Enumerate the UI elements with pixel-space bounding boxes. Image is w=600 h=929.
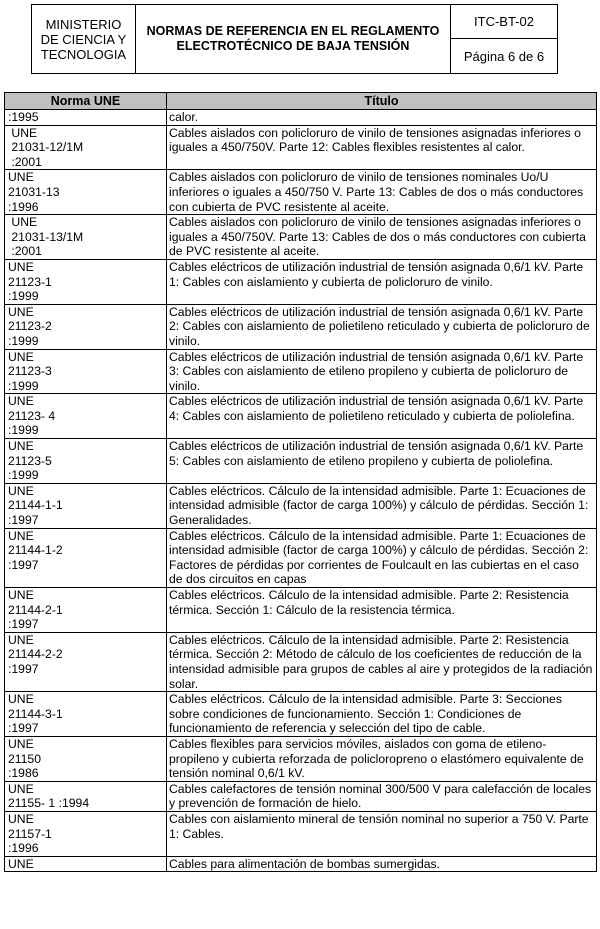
norm-title-cell: Cables eléctricos. Cálculo de la intensidad admisible. Parte 1: Ecuaciones de intensidad admisible (factor de carga 100%) y cálculo de pérdidas. Sección 2: Factores de pérdidas por corrientes de Foulcault en las cubiertas en el caso de dos circuitos en capas [167, 528, 597, 587]
table-header-row [5, 93, 597, 110]
norm-code-cell: UNE 21144-2-1 :1997 [5, 588, 167, 633]
table-row [5, 736, 597, 781]
table-row [5, 856, 597, 872]
norm-code-cell: UNE [5, 856, 167, 872]
norm-code-cell: UNE 21123-3 :1999 [5, 349, 167, 394]
table-row [5, 170, 597, 215]
table-row [5, 811, 597, 856]
norm-code-cell: UNE 21144-1-2 :1997 [5, 528, 167, 587]
norm-title-cell: Cables eléctricos. Cálculo de la intensidad admisible. Parte 2: Resistencia térmica. Sección 2: Método de cálculo de los coeficientes de reducción de la intensidad admisible para grupos de cables al aire y protegidos de la radiación solar. [167, 632, 597, 691]
norm-title-cell: Cables aislados con policloruro de vinilo de tensiones asignadas inferiores o iguales a 450/750V. Parte 12: Cables flexibles resistentes al calor. [167, 125, 597, 170]
table-body [5, 110, 597, 872]
document-title: NORMAS DE REFERENCIA EN EL REGLAMENTO ELECTROTÉCNICO DE BAJA TENSIÓN [136, 5, 451, 73]
norm-title-cell: Cables para alimentación de bombas sumergidas. [167, 856, 597, 872]
table-row [5, 304, 597, 349]
norm-title-cell: Cables eléctricos. Cálculo de la intensidad admisible. Parte 1: Ecuaciones de intensidad admisible (factor de carga 100%) y cálculo de pérdidas. Sección 1: Generalidades. [167, 483, 597, 528]
norm-code-cell: UNE 21123- 4 :1999 [5, 394, 167, 439]
norm-code-cell: UNE 21123-2 :1999 [5, 304, 167, 349]
column-header-titulo: Título [167, 93, 597, 110]
norm-code-cell: UNE 21031-12/1M :2001 [5, 125, 167, 170]
standards-table [4, 92, 597, 872]
norm-title-cell: Cables calefactores de tensión nominal 300/500 V para calefacción de locales y prevención de formación de hielo. [167, 781, 597, 811]
norm-title-cell: Cables eléctricos de utilización industrial de tensión asignada 0,6/1 kV. Parte 1: Cables con aislamiento y cubierta de policloruro de vinilo. [167, 259, 597, 304]
norm-code-cell: :1995 [5, 110, 167, 126]
table-row [5, 483, 597, 528]
norm-title-cell: Cables aislados con policloruro de vinilo de tensiones nominales Uo/U inferiores o iguales a 450/750 V. Parte 13: Cables de dos o más conductores con cubierta de PVC resistente al aceite. [167, 170, 597, 215]
norm-code-cell: UNE 21150 :1986 [5, 736, 167, 781]
document-header [31, 4, 558, 74]
table-row [5, 632, 597, 691]
column-header-norma: Norma UNE [5, 93, 167, 110]
norm-code-cell: UNE 21155- 1 :1994 [5, 781, 167, 811]
norm-title-cell: Cables eléctricos de utilización industrial de tensión asignada 0,6/1 kV. Parte 5: Cables con aislamiento de etileno propileno y cubierta de poliolefina. [167, 439, 597, 484]
ministry-name: MINISTERIO DE CIENCIA Y TECNOLOGIA [32, 5, 136, 73]
norm-code-cell: UNE 21144-1-1 :1997 [5, 483, 167, 528]
norm-title-cell: Cables eléctricos de utilización industrial de tensión asignada 0,6/1 kV. Parte 4: Cables con aislamiento de polietileno reticulado y cubierta de poliolefina. [167, 394, 597, 439]
norm-title-cell: Cables eléctricos. Cálculo de la intensidad admisible. Parte 2: Resistencia térmica. Sección 1: Cálculo de la resistencia térmica. [167, 588, 597, 633]
norm-code-cell: UNE 21031-13 :1996 [5, 170, 167, 215]
table-row [5, 781, 597, 811]
norm-title-cell: Cables eléctricos. Cálculo de la intensidad admisible. Parte 3: Secciones sobre condiciones de funcionamiento. Sección 1: Condiciones de funcionamiento de referencia y selección del tipo de cable. [167, 692, 597, 737]
norm-title-cell: Cables eléctricos de utilización industrial de tensión asignada 0,6/1 kV. Parte 2: Cables con aislamiento de polietileno reticulado y cubierta de policloruro de vinilo. [167, 304, 597, 349]
norm-code-cell: UNE 21123-1 :1999 [5, 259, 167, 304]
table-row [5, 349, 597, 394]
table-row [5, 439, 597, 484]
table-row [5, 110, 597, 126]
norm-code-cell: UNE 21123-5 :1999 [5, 439, 167, 484]
norm-title-cell: Cables flexibles para servicios móviles, aislados con goma de etileno-propileno y cubierta reforzada de policloropreno o elastómero equivalente de tensión nominal 0,6/1 kV. [167, 736, 597, 781]
norm-title-cell: Cables aislados con policloruro de vinilo de tensiones asignadas inferiores o iguales a 450/750V. Parte 13: Cables de dos o más conductores con cubierta de PVC resistente al aceite. [167, 215, 597, 260]
table-row [5, 692, 597, 737]
norm-title-cell: calor. [167, 110, 597, 126]
table-row [5, 215, 597, 260]
norm-code-cell: UNE 21144-2-2 :1997 [5, 632, 167, 691]
norm-code-cell: UNE 21144-3-1 :1997 [5, 692, 167, 737]
norm-code-cell: UNE 21031-13/1M :2001 [5, 215, 167, 260]
table-row [5, 528, 597, 587]
table-row [5, 394, 597, 439]
norm-title-cell: Cables eléctricos de utilización industrial de tensión asignada 0,6/1 kV. Parte 3: Cables con aislamiento de etileno propileno y cubierta de policloruro de vinilo. [167, 349, 597, 394]
norm-title-cell: Cables con aislamiento mineral de tensión nominal no superior a 750 V. Parte 1: Cables. [167, 811, 597, 856]
page-number: Página 6 de 6 [463, 48, 545, 64]
norm-code-cell: UNE 21157-1 :1996 [5, 811, 167, 856]
table-row [5, 259, 597, 304]
document-code: ITC-BT-02 [451, 5, 557, 39]
table-row [5, 588, 597, 633]
table-row [5, 125, 597, 170]
